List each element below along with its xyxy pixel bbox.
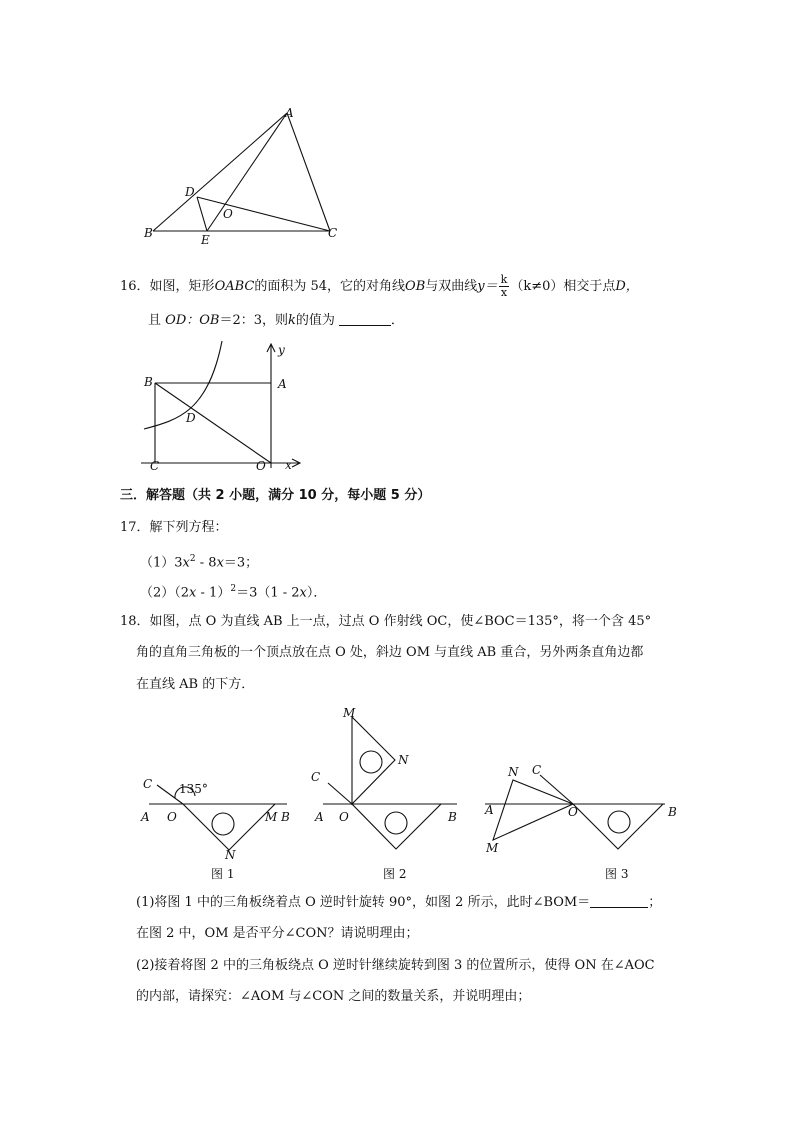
fig3-caption: 图 3 — [605, 867, 629, 881]
rectangle-hyperbola-figure — [138, 340, 308, 475]
q18-line3: 在直线 AB 的下方． — [136, 677, 255, 692]
fig2-label-O: O — [339, 810, 349, 824]
q16-line1: 16．如图，矩形OABC的面积为 54，它的对角线OB与双曲线y＝ $\frac{k}{x}$ （k≠0）相交于点D， — [120, 273, 639, 299]
q18-figures — [135, 700, 683, 885]
q18-line1: 18．如图，点 O 为直线 AB 上一点，过点 O 作射线 OC，使∠BOC＝135°，将一个含 45° — [120, 614, 652, 629]
label-E: E — [201, 233, 210, 247]
q17-part2: （2）（2x - 1）$^2$＝3（1 - 2x）． — [140, 584, 327, 601]
fig1-label-A: A — [141, 810, 150, 824]
label-B: B — [144, 226, 153, 240]
q17-part1: $(1)3x^2 - 8x=3$； — [140, 554, 259, 571]
fig2-label-A: A — [315, 810, 324, 824]
label-D: D — [186, 411, 196, 425]
fig1-label-C: C — [143, 777, 153, 791]
q18-part1-line2: 在图 2 中，OM 是否平分∠CON？请说明理由； — [136, 926, 419, 941]
axis-x-label: x — [285, 458, 292, 472]
section-title: 三．解答题（共 2 小题，满分 10 分，每小题 5 分） — [120, 488, 431, 503]
fig2-label-C: C — [311, 770, 321, 784]
q18-line2: 角的直角三角板的一个顶点放在点 O 处，斜边 OM 与直线 AB 重合，另外两条直角边都 — [136, 645, 644, 660]
angle-label: 135° — [179, 782, 208, 796]
q18-part1-line1: (1)将图 1 中的三角板绕着点 O 逆时针旋转 90°，如图 2 所示，此时∠BOM＝ ； — [136, 895, 662, 910]
fig3-label-C: C — [532, 763, 542, 777]
fig2-caption: 图 2 — [383, 867, 407, 881]
q18-part2-line1: (2)接着将图 2 中的三角板绕点 O 逆时针继续旋转到图 3 的位置所示，使得 ON 在∠AOC — [136, 958, 655, 973]
answer-blank[interactable] — [590, 895, 648, 908]
label-B: B — [144, 375, 153, 389]
fig1-label-M: M — [265, 810, 278, 824]
fig1-label-N: N — [225, 848, 236, 862]
label-C: C — [328, 226, 338, 240]
q18-part2-line2: 的内部，请探究：∠AOM 与∠CON 之间的数量关系，并说明理由； — [136, 989, 531, 1004]
fig3-label-N: N — [508, 765, 519, 779]
fig2-label-M: M — [343, 706, 356, 720]
triangle-figure — [135, 100, 345, 250]
fig3-label-M: M — [486, 841, 499, 855]
fig2-label-N: N — [398, 753, 409, 767]
q17-stem: 17．解下列方程： — [120, 520, 228, 535]
fig1-caption: 图 1 — [211, 867, 235, 881]
label-O: O — [223, 207, 233, 221]
q16-line2: 且 OD：OB＝2：3，则k的值为 ． — [148, 313, 404, 328]
label-C: C — [150, 459, 160, 473]
fig2-label-B: B — [448, 810, 457, 824]
fig1-label-O: O — [167, 810, 177, 824]
label-A: A — [285, 106, 294, 120]
fraction: $\frac{k}{x}$ — [500, 273, 508, 299]
label-D: D — [185, 185, 195, 199]
fig3-label-O: O — [568, 805, 578, 819]
label-A: A — [278, 377, 287, 391]
fig3-label-A: A — [485, 803, 494, 817]
fig3-label-B: B — [668, 805, 677, 819]
fig1-label-B: B — [281, 810, 290, 824]
axis-y-label: y — [278, 343, 285, 357]
answer-blank[interactable] — [339, 313, 391, 326]
label-O: O — [256, 459, 266, 473]
